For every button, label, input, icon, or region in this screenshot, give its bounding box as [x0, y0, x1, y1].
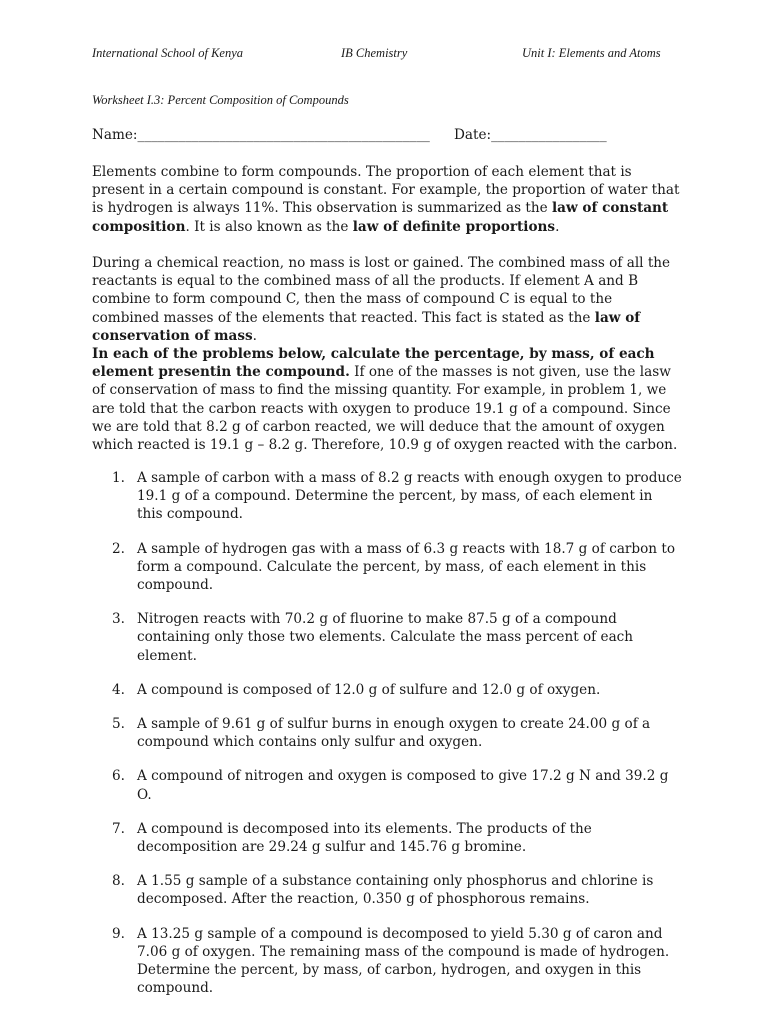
problem-item	[92, 767, 682, 803]
problem-number: 7.	[112, 820, 125, 837]
problem-item	[92, 820, 682, 856]
problem-text: A sample of hydrogen gas with a mass of 6.3 g reacts with 18.7 g of carbon to form a compound. Calculate the percent, by mass, of each element in this compound.	[137, 540, 676, 594]
problem-text: A 13.25 g sample of a compound is decomposed to yield 5.30 g of caron and 7.06 g of oxygen. The remaining mass of the compound is made of hydrogen. Determine the percent, by mass, of carbon, hydrogen, and oxygen in this compound.	[137, 925, 670, 997]
problem-number: 3.	[112, 611, 125, 628]
problem-text: A sample of carbon with a mass of 8.2 g reacts with enough oxygen to produce 19.1 g of a compound. Determine the percent, by mass, of each element in this compound.	[137, 470, 682, 523]
problem-item	[92, 872, 682, 908]
term-law-of-conservation-of-mass: law of conservation of mass	[92, 309, 641, 344]
page-header	[92, 46, 668, 62]
p2-text-a: During a chemical reaction, no mass is lost or gained. The combined mass of all the reactants is equal to the combined mass of all the products. If element A and B combine to form compound C, then the mass of compound C is equal to the combined masses of the elements that reacted. This fact is stated as the	[92, 255, 671, 326]
intro-paragraph-conservation-of-mass	[92, 254, 682, 345]
problem-text: A 1.55 g sample of a substance containing only phosphorus and chlorine is decomposed. After the reaction, 0.350 g of phosphorous remains.	[137, 873, 654, 908]
name-field	[92, 127, 430, 143]
problem-text: A compound of nitrogen and oxygen is composed to give 17.2 g N and 39.2 g O.	[137, 768, 669, 803]
worksheet-title: Worksheet I.3: Percent Composition of Compounds	[92, 93, 349, 107]
name-date-row	[92, 127, 678, 145]
date-field	[454, 127, 607, 143]
problem-text: Nitrogen reacts with 70.2 g of fluorine to make 87.5 g of a compound containing only those two elements. Calculate the mass percent of each element.	[137, 611, 634, 664]
problem-text: A compound is composed of 12.0 g of sulfure and 12.0 g of oxygen.	[137, 681, 601, 698]
problem-number: 5.	[112, 716, 125, 733]
problem-number: 8.	[112, 873, 125, 890]
problem-number: 1.	[112, 470, 125, 486]
intro-paragraph-constant-composition	[92, 163, 682, 236]
course-name: IB Chemistry	[341, 46, 408, 60]
p1-text-c: . It is also known as the	[185, 218, 353, 235]
term-law-of-definite-proportions: law of definite proportions	[352, 218, 556, 235]
problem-number: 2.	[112, 540, 125, 557]
problem-number: 6.	[112, 768, 125, 785]
problem-item	[92, 469, 682, 524]
unit-name: Unit I: Elements and Atoms	[522, 46, 661, 60]
p2-text-c: .	[252, 327, 257, 344]
instructions-text: If one of the masses is not given, use the lasw of conservation of mass to find the missing quantity. For example, in problem 1, we are told that the carbon reacts with oxygen to produce 19.1 g of a compound. Since we are told that 8.2 g of carbon reacted, we will deduce that the amount of oxygen which reacted is 19.1 g – 8.2 g. Therefore, 10.9 g of oxygen reacted with the carbon.	[92, 364, 678, 454]
name-blank: ___________________________________________	[137, 127, 430, 143]
p1-text-d: .	[555, 218, 560, 235]
problem-number: 9.	[112, 925, 125, 942]
date-label: Date:	[454, 127, 492, 143]
name-label: Name:	[92, 127, 138, 143]
problem-item	[92, 715, 682, 751]
problem-number: 4.	[112, 681, 125, 698]
school-name: International School of Kenya	[92, 46, 244, 60]
term-law-of-constant-composition: law of constant composition	[92, 200, 669, 235]
problem-text: A compound is decomposed into its elements. The products of the decomposition are 29.24 g sulfur and 145.76 g bromine.	[137, 820, 592, 856]
problem-item	[92, 540, 682, 595]
problem-item	[92, 610, 682, 665]
problem-item	[92, 925, 682, 998]
instructions-bold: In each of the problems below, calculate the percentage, by mass, of each element presentin the compound.	[92, 346, 655, 381]
p1-text-a: Elements combine to form compounds. The proportion of each element that is present in a certain compound is constant. For example, the proportion of water that is hydrogen is always 11%. This observation is summarized as the	[92, 164, 680, 217]
instructions-paragraph	[92, 345, 682, 454]
problem-text: A sample of 9.61 g of sulfur burns in enough oxygen to create 24.00 g of a compound which contains only sulfur and oxygen.	[137, 716, 651, 751]
problem-item	[92, 681, 682, 699]
date-blank: _________________	[491, 127, 607, 143]
problem-list	[92, 469, 682, 1013]
